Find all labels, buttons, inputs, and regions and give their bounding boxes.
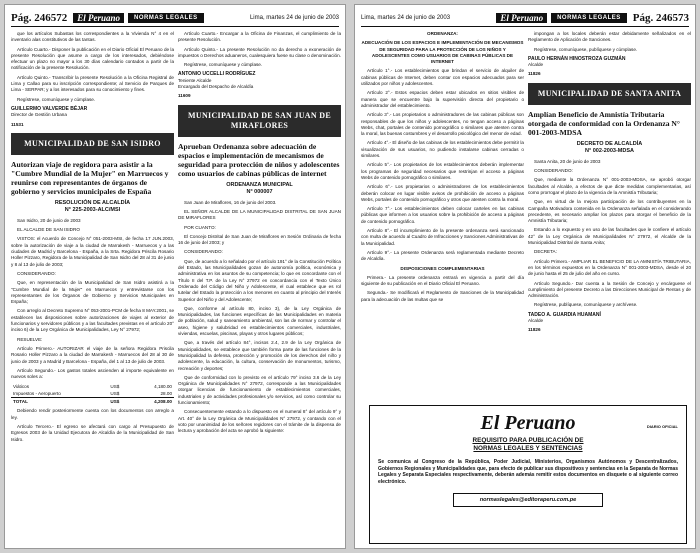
column-1 — [361, 31, 524, 388]
paragraph: San Juan de Miraflores, 16 de junio del 2003. — [184, 199, 277, 205]
table-row: Viáticos US$ 4,180.00 — [13, 384, 172, 390]
paragraph: San Isidro, 20 de junio de 2003 — [17, 217, 81, 223]
document-number: 11531 — [11, 121, 24, 127]
decree-title: DECRETO DE ALCALDÍA N° 002-2003-MDSA — [576, 140, 643, 154]
section-label: NORMAS LEGALES — [128, 13, 204, 23]
page-number: Pág. 246572 — [11, 12, 68, 24]
paragraph: Artículo 3°.- Los propietarios o administradores de las cabinas públicas son responsables de que los niños y adolescentes, no tengan acceso a páginas Webs, chat, portales de contenido pornográfico o similares que atenten contra la moral, las buenas costumbres y el desarrollo psicológico del menor de edad. — [361, 112, 524, 137]
paragraph: VISTOS: el Acuerdo de Concejo N° 051-2003-MSI, de fecha 17 JUN.2003, sobre la autorización de viaje a la ciudad de Marrakesh - Marruecos y a las ciudades de Madrid y Barcelona - España, a la Srta. Regidora Priscila Rosario Holler Pizzaro, Regidora de la Municipalidad de San Isidro del 28 al 31 de junio y 8 al 13 de julio de 2003; — [11, 236, 174, 267]
paragraph: Artículo 2°.- Estos espacios deben estar ubicados en sitios visibles de manera que se encuentre bajo la supervisión directa del propietario o administrador del establecimiento. — [361, 90, 524, 108]
signatory-name: ANTONIO UCCELLI RODRÍGUEZ — [178, 71, 256, 78]
paragraph: Artículo 8°.- El incumplimiento de la presente ordenanza será sancionado con multa de acuerdo al Cuadro de Infracciones y Sanciones Administrativas de la Municipalidad. — [361, 228, 524, 246]
paragraph: Consecuentemente estando a lo dispuesto en el numeral 8° del artículo 9° y Art. 40° de la Ley Orgánica de Municipalidades N° 27972, y contando con el voto por unanimidad de los señores regidores con el trámite de la dispensa de lectura y aprobación del acta se aprobó la siguiente: — [178, 409, 341, 434]
expenses-table — [11, 383, 174, 405]
signatory-title: Alcalde — [528, 318, 544, 324]
paragraph: Estando a lo expuesto y en uso de las facultades que le confiere el artículo 42° de la Ley Orgánica de Municipalidades N° 27972, el Alcalde de la Municipalidad Distrital de Santa Anita; — [528, 227, 691, 246]
paragraph: EL SEÑOR ALCALDE DE LA MUNICIPALIDAD DISTRITAL DE SAN JUAN DE MIRAFLORES — [178, 208, 341, 221]
paragraph: Regístrese, comuníquese y cúmplase. — [17, 96, 96, 102]
paragraph: Regístrese, comuníquese, publíquese y cúmplase. — [534, 46, 638, 52]
page-header — [11, 11, 339, 25]
advertisement-box — [369, 405, 687, 544]
paragraph: CONSIDERANDO: — [184, 249, 223, 255]
right-page — [354, 4, 696, 549]
paragraph: Que, a través del artículo 84°, incisos 2.4, 2.9 de la Ley Orgánica de Municipalidades, se establece que también forma parte de las funciones de la Municipalidad la defensa, protección y promoción de los derechos del niño y adolescente, la educación, la cultura, conservación de monumentos, turismo, recreación y deportes; — [178, 340, 341, 371]
paragraph: Artículo 6°.- Los propietarios o administradores de los establecimientos deberán colocar en lugar visible avisos de prohibición de acceso a páginas Webs, portales de contenido pornográfico y otros que atenten contra la moral. — [361, 184, 524, 202]
paragraph: Que, mediante la Ordenanza N° 001-2003-MDSA, se aprobó otorgar facultades al Alcalde, a efectos de que dicte medidas complementarias, así como prorrogar el plazo de la vigencia de la Amnistía Tributaria; — [528, 177, 691, 195]
signatory-name: PAULO HERNÁN HINOSTROZA GUZMÁN — [528, 55, 626, 62]
paragraph: Debiendo rendir posteriormente cuenta con los documentos con arreglo a ley. — [11, 408, 174, 420]
institution-banner: MUNICIPALIDAD DE SAN JUAN DE MIRAFLORES — [178, 105, 341, 137]
document-number: 11826 — [528, 71, 541, 77]
paragraph: que los artículos Subastas los correspondientes a la Vivienda N° 4 en el inventario alas constitutivos de las tantas. — [11, 31, 174, 43]
paragraph: Artículo Quinto.- La presente Resolución no da derecho a exoneración de impuestos o Derechos aduaneros, cualesquiera fuese su clase o denominación. — [178, 46, 341, 58]
logo-tagline: DIARIO OFICIAL — [646, 424, 678, 429]
paragraph: Artículo Segundo.- Dar cuenta a la Sesión de Concejo y encárguese el cumplimiento del presente Decreto a las Direcciones Municipal de Rentas y de Administración. — [528, 280, 691, 299]
signatory-name: GUILLERMO VALVERDE BÉJAR — [11, 105, 88, 112]
institution-banner: MUNICIPALIDAD DE SAN ISIDRO — [11, 133, 174, 155]
ad-body: Se comunica al Congreso de la República, Poder Judicial, Ministerios, Organismos Autónomos y Descentralizados, Gobiernos Regionales y Municipalidades que, para efecto de publicar sus dispositivos y sentencias en la Separata de Normas Legales y Separata Especiales respectivamente, deberán además remitir estos documentos en disquete o al siguiente correo electrónico. — [378, 459, 678, 485]
paragraph: Artículo 7°.- Los establecimientos deben colocar carteles en las cabinas públicas que informen a los usuarios sobre la prohibición de acceso a páginas de contenido pornográfico. — [361, 206, 524, 224]
paragraph: Segunda.- Se modificará el Reglamento de Sanciones de la Municipalidad para la adecuación de las multas que se — [361, 290, 524, 302]
paragraph: CONSIDERANDO: — [534, 168, 573, 174]
paragraph: El Concejo Distrital de San Juan de Miraflores en Sesión Ordinaria de fecha 16 de junio del 2003; y — [178, 233, 341, 246]
paragraph: Regístrese, publíquese, comuníquese y archívese. — [534, 302, 638, 308]
signatory-title: Teniente Alcalde — [178, 77, 212, 83]
paragraph: Artículo 5°.- Los propietarios de los establecimientos deberán implementar los programas de seguridad necesarios que restrinjan el acceso a páginas Webs de contenido pornográfico o similares. — [361, 162, 524, 180]
paragraph: POR CUANTO: — [184, 224, 216, 230]
paragraph: Que, en virtud de la mejora participación de los contribuyentes en la Campaña Motivadora contenida en la Ordenanza señalada en el considerando precedente, es necesario ampliar los plazos para otorgar el beneficio de la Amnistía Tributaria; — [528, 199, 691, 224]
signatory-name: TADEO A. GUARDIA HUAMANÍ — [528, 311, 601, 318]
paragraph: Primera.- La presente ordenanza entrará en vigencia a partir del día siguiente de su publicación en el Diario Oficial El Peruano. — [361, 274, 524, 287]
paragraph: Que, conforme al artículo 80, inciso 3), de la Ley Orgánica de Municipalidades, las funciones específicas de las Municipalidades en materia de población, salud y saneamiento ambiental, son las de normar y controlar el aseo, higiene y salubridad en establecimientos comerciales, industriales, viviendas, escuelas, piscinas, playas y otros lugares públicos; — [178, 305, 341, 337]
section-heading: ORDENANZA: — [427, 31, 458, 36]
header-rule — [361, 26, 689, 27]
document-number: 11826 — [528, 327, 541, 333]
paragraph: Artículo Segundo.- Los gastos totales ascienden al importe equivalente en nuevos soles a: — [11, 367, 174, 380]
paragraph: Que, de acuerdo a lo señalado por el artículo 191° de la Constitución Política del Estado, las Municipalidades gozan de autonomía política, económica y administrativa en los asuntos de su competencia; lo que es concordante con el Título II del T.P. de la Ley N° 27972 en concordancia con el Texto Único Ordenado del Código del Niño y Adolescente, el cual establece que es rol tutelar del Estado la protección a los menores en cuanto al principio del Interés Superior del Niño y del Adolescente; — [178, 258, 341, 302]
paragraph: Artículo Cuarto.- Disponer la publicación en el Diario Oficial El Peruano de la presente Resolución que asume a cargo de los interesados, debiéndose efectuar un plazo no mayor a los 30 días calendario contados a partir de la notificación de la presente Resolución. — [11, 46, 174, 71]
header-rule — [11, 26, 339, 27]
newspaper-logo: El Peruano — [480, 412, 576, 434]
article-headline: Aprueban Ordenanza sobre adecuación de espacios e implementación de mecanismos de seguridad para protección de niños y adolescentes como usuarios de cabinas públicas de internet — [178, 141, 340, 178]
paragraph: Artículo 4°.- El diseño de las cabinas de los establecimientos debe permitir la visualización de sus usuarios, no pudiendo instalarse cabinas cerradas o similares. — [361, 140, 524, 159]
paragraph: Artículo 9°.- La presente Ordenanza será reglamentada mediante Decreto de Alcaldía. — [361, 249, 524, 262]
paragraph: Artículo 1°.- Los establecimientos que brindan el servicio de alquiler de cabinas públicas de Internet, deben contar con espacios adecuados para ser utilizados por niños y adolescentes. — [361, 68, 524, 87]
masthead-logo: El Peruano — [496, 13, 547, 23]
paragraph: Regístrese, comuníquese y cúmplase. — [184, 62, 263, 68]
paragraph: Con arreglo al Decreto Supremo N° 053-2001-PCM de fecha 8 MAY.2001, se establecen las disposiciones sobre autorizaciones de viajes al exterior de funcionarios y servidores públicos y a las facultades previstas en el artículo 20° inciso 6) de la Ley Orgánica de Municipalidades, Ley N° 27972; — [11, 308, 174, 333]
page-number: Pág. 246573 — [632, 12, 689, 24]
paragraph: Artículo Cuarto.- Encargar a la Oficina de Finanzas, el cumplimiento de la presente Resolución. — [178, 31, 341, 43]
signatory-title: Alcalde — [528, 62, 544, 68]
paragraph: EL ALCALDE DE SAN ISIDRO — [17, 227, 80, 233]
paragraph: Que, en representación de la Municipalidad de San Isidro asistirá a la "Cumbre Mundial de la Mujer" en Marruecos y entrevistarse con los representantes de los Órganos de Gobierno y Servicios Municipales en España; — [11, 280, 174, 305]
article-headline: Amplían Beneficio de Amnistía Tributaria otorgada de conformidad con la Ordenanza N° 001-2003-MDSA — [528, 109, 680, 137]
table-total-row: TOTAL US$ 4,208.00 — [13, 399, 172, 405]
column-2 — [528, 31, 691, 388]
institution-banner: MUNICIPALIDAD DE SANTA ANITA — [528, 83, 691, 105]
page-header — [361, 11, 689, 25]
document-number: 11609 — [178, 93, 191, 99]
issue-date: Lima, martes 24 de junio de 2003 — [249, 15, 339, 21]
paragraph: CONSIDERANDO: — [17, 270, 56, 276]
table-row: Impuestos - Aeropuerto US$ 28.00 — [13, 391, 172, 397]
masthead-logo: El Peruano — [73, 13, 124, 23]
signatory-title: Encargado del Despacho de Alcaldía — [178, 84, 254, 90]
paragraph: RESUELVE: — [17, 336, 43, 342]
column-2 — [178, 31, 341, 542]
paragraph: DECRETA: — [534, 249, 557, 255]
paragraph: Que de conformidad con lo previsto en el artículo 79° inciso 3.6 de la Ley Orgánica de Municipalidades N° 27972, corresponde a las Municipalidades otorgar licencias de funcionamiento de establecimientos comerciales, industriales y de actividades profesionales y/o servicios, así como controlar su funcionamiento; — [178, 374, 341, 405]
paragraph: impongan a los locales deberán estar debidamente señalizados en el Reglamento de Aplicación de Sanciones. — [528, 31, 691, 43]
paragraph: Artículo Tercero.- El egreso se afectará con cargo al Presupuesto de Egresos 2003 de la Unidad Ejecutora de Alcaldía de la Municipalidad de San Isidro. — [11, 423, 174, 442]
column-1 — [11, 31, 174, 542]
issue-date: Lima, martes 24 de junio de 2003 — [361, 15, 451, 21]
left-page — [4, 4, 346, 549]
paragraph: Artículo Primero.- AMPLIAR EL BENEFICIO DE LA AMNISTÍA TRIBUTARIA, en los términos expuestos en la Ordenanza N° 001-2003-MDSA, desde el 20 de junio hasta el 25 de julio del año en curso. — [528, 258, 691, 277]
section-heading: DISPOSICIONES COMPLEMENTARIAS — [400, 265, 485, 271]
paragraph: Artículo Primero.- AUTORIZAR el viaje de la señora Regidora Priscila Rosario Holler Pizzaro a la ciudad de Marrakesh - Marruecos del 28 al 30 de junio de 2003 y a Madrid y Barcelona - España, del 1 al 13 de julio de 2003. — [11, 345, 174, 364]
paragraph: Santa Anita, 20 de junio de 2003 — [534, 158, 601, 164]
ad-title: REQUISITO PARA PUBLICACIÓN DE NORMAS LEGALES Y SENTENCIAS — [472, 437, 584, 452]
ordinance-heading: ADECUACIÓN DE LOS ESPACIOS E IMPLEMENTACIÓN DE MECANISMOS DE SEGURIDAD PARA LA PROTECCIÓN DE LOS NIÑOS Y ADOLESCENTES COMO USUARIOS DE CABINAS PÚBLICAS DE INTERNET — [361, 40, 524, 65]
section-label: NORMAS LEGALES — [551, 13, 627, 23]
signatory-title: Director de Gestión Urbana — [11, 112, 67, 118]
article-headline: Autorizan viaje de regidora para asistir a la "Cumbre Mundial de la Mujer" en Marruecos y reunirse con representantes de órganos de gobierno y servicios municipales de España — [11, 159, 169, 196]
paragraph: Artículo Quinto.- Transcribir la presente Resolución a la Oficina Registral de Lima y Callao para su inscripción correspondiente; al Servicio de Parques de Lima - SERPAR; y a los interesados para su conocimiento y fines. — [11, 74, 174, 93]
resolution-title: RESOLUCIÓN DE ALCALDÍA N° 225-2003-ALC/MSI — [54, 199, 131, 213]
ordinance-title: ORDENANZA MUNICIPAL N° 000007 — [226, 181, 293, 195]
contact-email: normaslegales@editoraperu.com.pe — [453, 493, 603, 507]
